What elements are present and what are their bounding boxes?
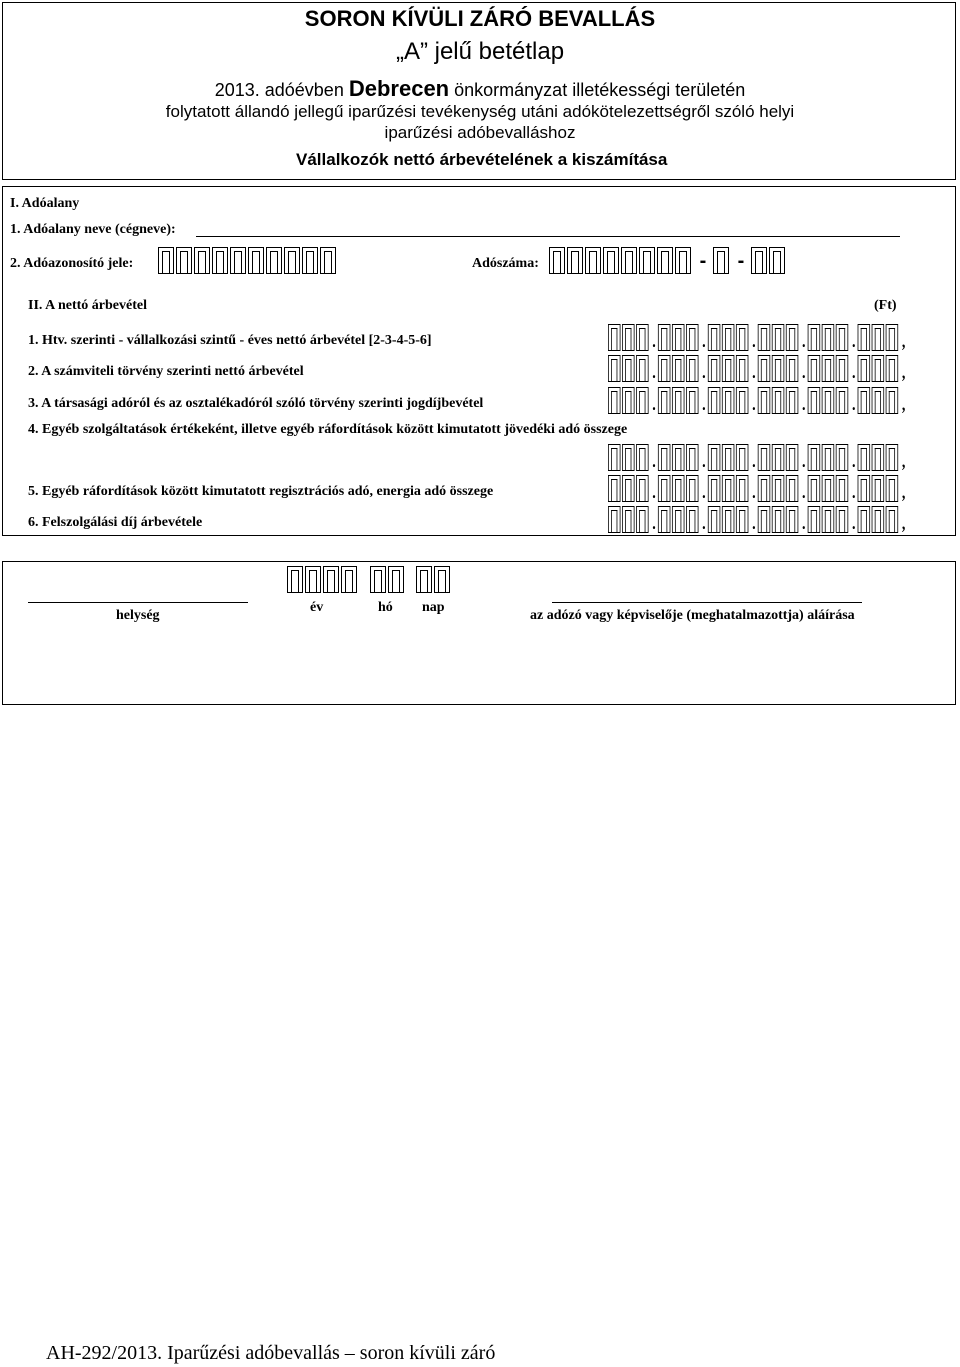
- digit-box[interactable]: [608, 355, 620, 382]
- digit-box[interactable]: [636, 387, 648, 414]
- place-label: helység: [116, 608, 160, 623]
- day-label: nap: [422, 600, 445, 615]
- digit-box[interactable]: [872, 324, 884, 351]
- thousands-dot: .: [851, 451, 856, 471]
- digit-box[interactable]: [858, 506, 870, 533]
- row-1-amount-boxes[interactable]: [608, 324, 908, 351]
- digit-box[interactable]: [658, 324, 670, 351]
- digit-box[interactable]: [822, 387, 834, 414]
- digit-box[interactable]: [822, 355, 834, 382]
- digit-box[interactable]: [176, 247, 192, 274]
- digit-box[interactable]: [886, 324, 898, 351]
- thousands-dot: .: [851, 331, 856, 351]
- digit-box[interactable]: [622, 324, 634, 351]
- digit-box[interactable]: [722, 387, 734, 414]
- digit-box[interactable]: [686, 387, 698, 414]
- thousands-dot: .: [702, 451, 706, 471]
- digit-box[interactable]: [808, 506, 820, 533]
- digit-box[interactable]: [320, 247, 336, 274]
- tax-number-label: Adószáma:: [472, 256, 539, 271]
- digit-box[interactable]: [341, 566, 357, 593]
- digit-box[interactable]: [686, 506, 698, 533]
- place-field[interactable]: [28, 590, 248, 603]
- digit-box[interactable]: [736, 355, 748, 382]
- thousands-dot: .: [851, 362, 856, 382]
- digit-box[interactable]: [305, 566, 321, 593]
- thousands-dot: .: [802, 394, 806, 414]
- digit-box[interactable]: [736, 475, 748, 502]
- thousands-dot: .: [851, 394, 856, 414]
- digit-box[interactable]: [434, 566, 450, 593]
- section1-heading: I. Adóalany: [10, 196, 80, 211]
- thousands-dot: .: [652, 331, 656, 351]
- row-5-label: 5. Egyéb ráfordítások között kimutatott regisztrációs adó, energia adó összege: [28, 484, 494, 499]
- row-5-amount-boxes[interactable]: [608, 475, 908, 502]
- digit-box[interactable]: [672, 324, 684, 351]
- thousands-dot: .: [652, 451, 656, 471]
- digit-box[interactable]: [672, 475, 684, 502]
- digit-box[interactable]: [858, 475, 870, 502]
- thousands-dot: .: [752, 331, 756, 351]
- thousands-dot: .: [702, 362, 706, 382]
- digit-box[interactable]: [786, 324, 798, 351]
- digit-box[interactable]: [722, 475, 734, 502]
- tax-number-boxes[interactable]: [549, 247, 787, 274]
- digit-box[interactable]: [886, 355, 898, 382]
- decimal-comma: ,: [901, 331, 906, 351]
- digit-box[interactable]: [886, 475, 898, 502]
- row-6-amount-boxes[interactable]: [608, 506, 908, 533]
- digit-box[interactable]: [736, 506, 748, 533]
- digit-box[interactable]: [672, 444, 684, 471]
- digit-box[interactable]: [608, 506, 620, 533]
- digit-box[interactable]: [608, 475, 620, 502]
- digit-box[interactable]: [708, 475, 720, 502]
- digit-box[interactable]: [836, 506, 848, 533]
- thousands-dot: .: [702, 394, 706, 414]
- decimal-comma: ,: [901, 394, 906, 414]
- digit-box[interactable]: [636, 444, 648, 471]
- digit-box[interactable]: [772, 444, 784, 471]
- digit-box[interactable]: [657, 247, 673, 274]
- digit-box[interactable]: [736, 324, 748, 351]
- digit-box[interactable]: [836, 355, 848, 382]
- year-prefix: 2013. adóévben: [214, 80, 344, 100]
- form-header-line-2: folytatott állandó jellegű iparűzési tevékenység utáni adókötelezettségről szóló helyi: [165, 102, 795, 121]
- digit-box[interactable]: [858, 387, 870, 414]
- thousands-dot: .: [652, 513, 656, 533]
- digit-box[interactable]: [672, 387, 684, 414]
- digit-box[interactable]: [194, 247, 210, 274]
- digit-box[interactable]: [808, 387, 820, 414]
- digit-box[interactable]: [639, 247, 655, 274]
- digit-box[interactable]: [622, 387, 634, 414]
- digit-box[interactable]: [886, 387, 898, 414]
- decimal-comma: ,: [901, 482, 906, 502]
- digit-box[interactable]: [713, 247, 729, 274]
- digit-box[interactable]: [608, 324, 620, 351]
- thousands-dot: .: [752, 451, 756, 471]
- form-subtitle: „A” jelű betétlap: [395, 38, 565, 65]
- tax-id-label: 2. Adóazonosító jele:: [10, 256, 134, 271]
- taxpayer-name-label: 1. Adóalany neve (cégneve):: [10, 222, 176, 237]
- thousands-dot: .: [802, 362, 806, 382]
- thousands-dot: .: [652, 394, 656, 414]
- digit-box[interactable]: [758, 387, 770, 414]
- digit-box[interactable]: [622, 355, 634, 382]
- digit-box[interactable]: [822, 444, 834, 471]
- thousands-dot: .: [702, 331, 706, 351]
- month-boxes[interactable]: [370, 566, 406, 593]
- digit-box[interactable]: [686, 475, 698, 502]
- digit-box[interactable]: [736, 444, 748, 471]
- thousands-dot: .: [752, 482, 756, 502]
- digit-box[interactable]: [872, 355, 884, 382]
- digit-box[interactable]: [822, 324, 834, 351]
- digit-box[interactable]: [686, 355, 698, 382]
- tax-id-boxes[interactable]: [158, 247, 338, 274]
- digit-box[interactable]: [248, 247, 264, 274]
- digit-box[interactable]: [302, 247, 318, 274]
- digit-box[interactable]: [772, 355, 784, 382]
- row-2-amount-boxes[interactable]: [608, 355, 908, 382]
- month-label: hó: [378, 600, 393, 615]
- digit-box[interactable]: [836, 324, 848, 351]
- taxpayer-name-field[interactable]: [196, 220, 900, 237]
- digit-box[interactable]: [708, 387, 720, 414]
- decimal-comma: ,: [901, 451, 906, 471]
- digit-box[interactable]: [772, 475, 784, 502]
- decimal-comma: ,: [901, 362, 906, 382]
- section2-heading: II. A nettó árbevétel: [28, 298, 147, 313]
- digit-box[interactable]: [708, 444, 720, 471]
- form-header-line-4: Vállalkozók nettó árbevételének a kiszámítása: [296, 150, 668, 169]
- dash-separator: -: [737, 250, 745, 272]
- digit-box[interactable]: [722, 355, 734, 382]
- digit-box[interactable]: [886, 506, 898, 533]
- unit-label: (Ft): [874, 298, 897, 313]
- form-header-line-3: iparűzési adóbevalláshoz: [384, 123, 576, 142]
- digit-box[interactable]: [636, 506, 648, 533]
- digit-box[interactable]: [786, 444, 798, 471]
- signer-label: az adózó vagy képviselője (meghatalmazottja) aláírása: [530, 608, 855, 623]
- decimal-comma: ,: [901, 513, 906, 533]
- digit-box[interactable]: [636, 475, 648, 502]
- digit-box[interactable]: [658, 475, 670, 502]
- digit-box[interactable]: [686, 444, 698, 471]
- digit-box[interactable]: [686, 324, 698, 351]
- digit-box[interactable]: [658, 444, 670, 471]
- digit-box[interactable]: [758, 355, 770, 382]
- digit-box[interactable]: [808, 444, 820, 471]
- digit-box[interactable]: [672, 355, 684, 382]
- digit-box[interactable]: [608, 387, 620, 414]
- digit-box[interactable]: [621, 247, 637, 274]
- digit-box[interactable]: [836, 444, 848, 471]
- digit-box[interactable]: [836, 387, 848, 414]
- thousands-dot: .: [802, 331, 806, 351]
- digit-box[interactable]: [758, 475, 770, 502]
- digit-box[interactable]: [608, 444, 620, 471]
- row-2-label: 2. A számviteli törvény szerinti nettó árbevétel: [28, 364, 304, 379]
- digit-box[interactable]: [549, 247, 565, 274]
- digit-box[interactable]: [158, 247, 174, 274]
- digit-box[interactable]: [567, 247, 583, 274]
- row-6-label: 6. Felszolgálási díj árbevétele: [28, 515, 203, 530]
- digit-box[interactable]: [736, 387, 748, 414]
- form-title: SORON KÍVÜLI ZÁRÓ BEVALLÁS: [304, 6, 656, 31]
- digit-box[interactable]: [636, 355, 648, 382]
- digit-box[interactable]: [822, 506, 834, 533]
- signature-box: [2, 561, 956, 705]
- thousands-dot: .: [752, 394, 756, 414]
- row-4-amount-boxes[interactable]: [608, 444, 908, 471]
- digit-box[interactable]: [858, 444, 870, 471]
- row-3-label: 3. A társasági adóról és az osztalékadóról szóló törvény szerinti jogdíjbevétel: [28, 396, 484, 411]
- thousands-dot: .: [752, 513, 756, 533]
- digit-box[interactable]: [287, 566, 303, 593]
- thousands-dot: .: [851, 482, 856, 502]
- digit-box[interactable]: [675, 247, 691, 274]
- digit-box[interactable]: [758, 324, 770, 351]
- digit-box[interactable]: [772, 324, 784, 351]
- digit-box[interactable]: [388, 566, 404, 593]
- dash-separator: -: [699, 250, 707, 272]
- digit-box[interactable]: [585, 247, 601, 274]
- digit-box[interactable]: [284, 247, 300, 274]
- digit-box[interactable]: [769, 247, 785, 274]
- digit-box[interactable]: [370, 566, 386, 593]
- thousands-dot: .: [802, 513, 806, 533]
- form-header-line-1: [0, 76, 960, 102]
- digit-box[interactable]: [822, 475, 834, 502]
- digit-box[interactable]: [603, 247, 619, 274]
- thousands-dot: .: [752, 362, 756, 382]
- digit-box[interactable]: [708, 355, 720, 382]
- digit-box[interactable]: [658, 387, 670, 414]
- digit-box[interactable]: [722, 444, 734, 471]
- thousands-dot: .: [652, 362, 656, 382]
- row-4-label: 4. Egyéb szolgáltatások értékeként, illetve egyéb ráfordítások között kimutatott jövedéki adó összege: [28, 422, 628, 437]
- digit-box[interactable]: [658, 506, 670, 533]
- footer-text: AH-292/2013. Iparűzési adóbevallás – soron kívüli záró: [46, 1342, 496, 1364]
- digit-box[interactable]: [786, 387, 798, 414]
- line1-suffix: önkormányzat illetékességi területén: [454, 80, 746, 100]
- signature-field[interactable]: [552, 590, 862, 603]
- year-label: év: [310, 600, 324, 615]
- digit-box[interactable]: [708, 324, 720, 351]
- digit-box[interactable]: [323, 566, 339, 593]
- digit-box[interactable]: [758, 506, 770, 533]
- digit-box[interactable]: [622, 475, 634, 502]
- digit-box[interactable]: [658, 355, 670, 382]
- digit-box[interactable]: [722, 324, 734, 351]
- digit-box[interactable]: [786, 506, 798, 533]
- city-name: Debrecen: [348, 76, 450, 101]
- digit-box[interactable]: [672, 506, 684, 533]
- digit-box[interactable]: [858, 324, 870, 351]
- digit-box[interactable]: [708, 506, 720, 533]
- digit-box[interactable]: [772, 387, 784, 414]
- digit-box[interactable]: [722, 506, 734, 533]
- digit-box[interactable]: [230, 247, 246, 274]
- digit-box[interactable]: [872, 475, 884, 502]
- digit-box[interactable]: [872, 444, 884, 471]
- digit-box[interactable]: [872, 387, 884, 414]
- row-3-amount-boxes[interactable]: [608, 387, 908, 414]
- digit-box[interactable]: [622, 506, 634, 533]
- thousands-dot: .: [802, 451, 806, 471]
- thousands-dot: .: [802, 482, 806, 502]
- digit-box[interactable]: [266, 247, 282, 274]
- digit-box[interactable]: [872, 506, 884, 533]
- digit-box[interactable]: [416, 566, 432, 593]
- digit-box[interactable]: [636, 324, 648, 351]
- digit-box[interactable]: [751, 247, 767, 274]
- thousands-dot: .: [652, 482, 656, 502]
- digit-box[interactable]: [808, 355, 820, 382]
- day-boxes[interactable]: [416, 566, 452, 593]
- digit-box[interactable]: [622, 444, 634, 471]
- digit-box[interactable]: [886, 444, 898, 471]
- year-boxes[interactable]: [287, 566, 359, 593]
- digit-box[interactable]: [786, 475, 798, 502]
- digit-box[interactable]: [212, 247, 228, 274]
- digit-box[interactable]: [858, 355, 870, 382]
- thousands-dot: .: [702, 482, 706, 502]
- digit-box[interactable]: [758, 444, 770, 471]
- digit-box[interactable]: [786, 355, 798, 382]
- digit-box[interactable]: [808, 324, 820, 351]
- digit-box[interactable]: [808, 475, 820, 502]
- row-1-label: 1. Htv. szerinti - vállalkozási szintű - éves nettó árbevétel [2-3-4-5-6]: [28, 333, 432, 348]
- thousands-dot: .: [851, 513, 856, 533]
- digit-box[interactable]: [772, 506, 784, 533]
- thousands-dot: .: [702, 513, 706, 533]
- digit-box[interactable]: [836, 475, 848, 502]
